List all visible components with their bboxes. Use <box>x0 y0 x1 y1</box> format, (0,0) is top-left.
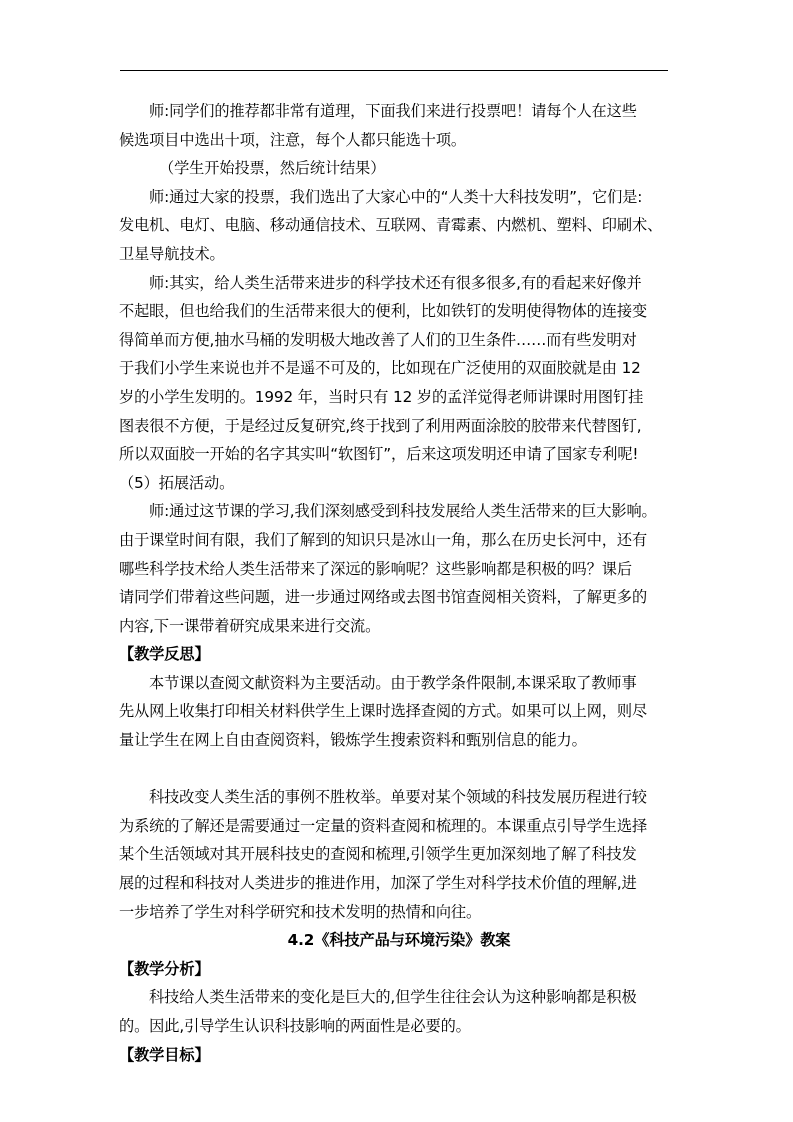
paragraph-line: 卫星导航技术。 <box>119 244 225 263</box>
section-heading: 【教学分析】 <box>119 959 210 978</box>
paragraph-line: 师:通过大家的投票，我们选出了大家心中的“人类十大科技发明”，它们是: <box>149 187 643 206</box>
blank-line <box>119 755 679 784</box>
paragraph-line: 所以双面胶一开始的名字其实叫“软图钉”，后来这项发明还申请了国家专利呢! <box>119 445 639 464</box>
paragraph-line: 请同学们带着这些问题，进一步通过网络或去图书馆查阅相关资料，了解更多的 <box>119 588 648 607</box>
paragraph-line: （学生开始投票，然后统计结果） <box>159 159 386 178</box>
paragraph-line: 岁的小学生发明的。1992 年，当时只有 12 岁的孟洋觉得老师讲课时用图钉挂 <box>119 387 644 406</box>
paragraph-line: 为系统的了解还是需要通过一定量的资料查阅和梳理的。本课重点引导学生选择 <box>119 816 648 835</box>
paragraph-line: 图表很不方便，于是经过反复研究,终于找到了利用两面涂胶的胶带来代替图钉, <box>119 416 642 435</box>
paragraph-line: 于我们小学生来说也并不是遥不可及的，比如现在广泛使用的双面胶就是由 12 <box>119 359 641 378</box>
paragraph-line: 展的过程和科技对人类进步的推进作用，加深了学生对科学技术价值的理解,进 <box>119 874 637 893</box>
paragraph-line: 量让学生在网上自由查阅资料，锻炼学生搜索资料和甄别信息的能力。 <box>119 731 587 750</box>
paragraph-line: 由于课堂时间有限，我们了解到的知识只是冰山一角，那么在历史长河中，还有 <box>119 530 648 549</box>
paragraph-line: 哪些科学技术给人类生活带来了深远的影响呢？这些影响都是积极的吗？课后 <box>119 559 632 578</box>
header-rule <box>120 70 668 71</box>
paragraph-line: 一步培养了学生对科学研究和技术发明的热情和向往。 <box>119 902 482 921</box>
paragraph-line: 某个生活领域对其开展科技史的查阅和梳理,引领学生更加深刻地了解了科技发 <box>119 845 637 864</box>
paragraph-line: 师:其实，给人类生活带来进步的科学技术还有很多很多,有的看起来好像并 <box>149 273 642 292</box>
paragraph-line: 科技给人类生活带来的变化是巨大的,但学生往往会认为这种影响都是积极 <box>149 988 637 1007</box>
paragraph-line: 本节课以查阅文献资料为主要活动。由于教学条件限制,本课采取了教师事 <box>149 673 637 692</box>
paragraph-line: 先从网上收集打印相关材料供学生上课时选择查阅的方式。如果可以上网，则尽 <box>119 702 648 721</box>
paragraph-line: 师:同学们的推荐都非常有道理，下面我们来进行投票吧！请每个人在这些 <box>149 102 637 120</box>
document-title: 4.2《科技产品与环境污染》教案 <box>287 931 511 950</box>
paragraph-line: 内容,下一课带着研究成果来进行交流。 <box>119 616 381 635</box>
paragraph-line: 得简单而方便,抽水马桶的发明极大地改善了人们的卫生条件……而有些发明对 <box>119 330 637 349</box>
section-item: （5）拓展活动。 <box>119 473 235 492</box>
section-heading: 【教学目标】 <box>119 1045 210 1064</box>
paragraph-line: 候选项目中选出十项，注意，每个人都只能选十项。 <box>119 130 467 149</box>
paragraph-line: 发电机、电灯、电脑、移动通信技术、互联网、青霉素、内燃机、塑料、印刷术、 <box>119 216 663 235</box>
paragraph-line: 的。因此,引导学生认识科技影响的两面性是必要的。 <box>119 1017 471 1035</box>
paragraph-line: 不起眼，但也给我们的生活带来很大的便利，比如铁钉的发明使得物体的连接变 <box>119 302 648 321</box>
paragraph-line: 师:通过这节课的学习,我们深刻感受到科技发展给人类生活带来的巨大影响。 <box>149 502 657 521</box>
document-body <box>119 97 679 1069</box>
section-heading: 【教学反思】 <box>119 645 210 664</box>
paragraph-line: 科技改变人类生活的事例不胜枚举。单要对某个领域的科技发展历程进行较 <box>149 788 647 807</box>
